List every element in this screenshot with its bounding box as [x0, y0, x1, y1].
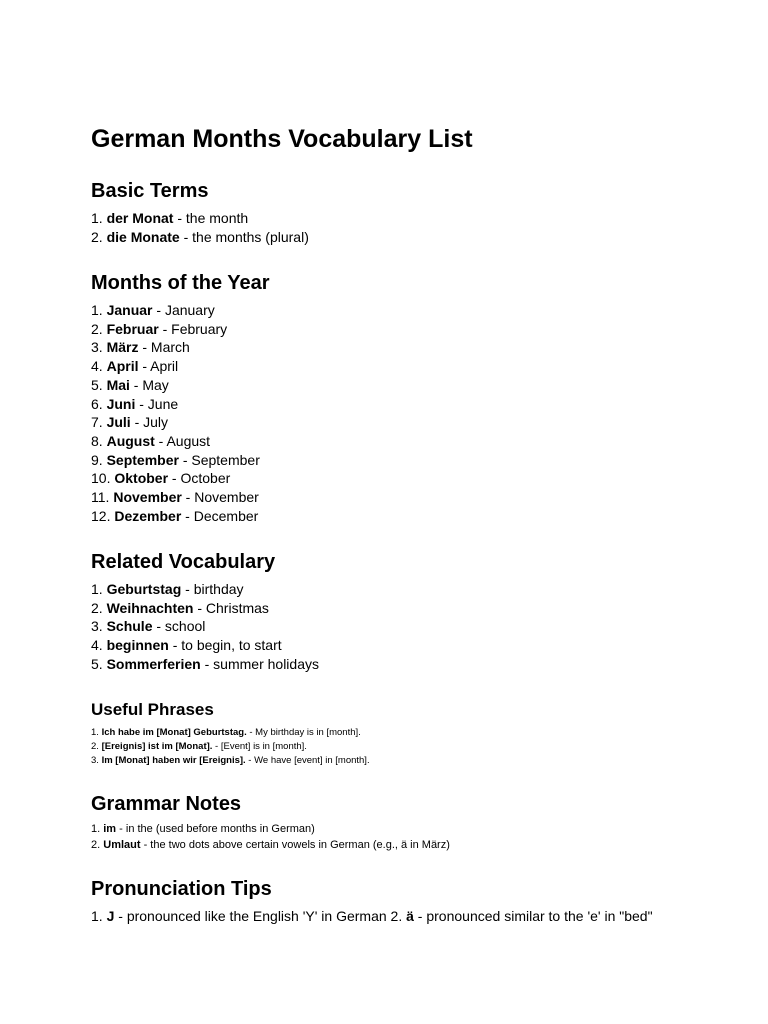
- basic-terms-list: [91, 209, 309, 246]
- list-item: 3. März - March: [91, 339, 190, 356]
- list-item: 7. Juli - July: [91, 414, 169, 431]
- list-item: 9. September - September: [91, 451, 260, 468]
- list-item: 2. Februar - February: [91, 320, 228, 337]
- list-item: 1. der Monat - the month: [91, 210, 249, 226]
- months-list: [91, 301, 260, 525]
- list-item: 4. beginnen - to begin, to start: [91, 637, 282, 654]
- pronunciation-tips-text: 1. J - pronounced like the English 'Y' in German 2. ä - pronounced similar to the 'e' in "bed": [91, 908, 653, 924]
- list-item: 1. Januar - January: [91, 302, 215, 318]
- section-heading-grammar: Grammar Notes: [91, 793, 242, 815]
- list-item: 8. August - August: [91, 432, 211, 449]
- list-item: 5. Sommerferien - summer holidays: [91, 655, 319, 672]
- section-heading-basic-terms: Basic Terms: [91, 180, 209, 202]
- list-item: 1. Geburtstag - birthday: [91, 581, 244, 597]
- related-vocabulary-list: [91, 580, 319, 674]
- list-item: 6. Juni - June: [91, 395, 179, 412]
- grammar-notes-list: [91, 821, 450, 853]
- section-heading-months: Months of the Year: [91, 272, 270, 294]
- list-item: 11. November - November: [91, 489, 259, 506]
- list-item: 4. April - April: [91, 358, 179, 375]
- list-item: 5. Mai - May: [91, 376, 169, 393]
- section-heading-pronunciation: Pronunciation Tips: [91, 878, 272, 900]
- list-item: 1. im - in the (used before months in German): [91, 823, 315, 835]
- list-item: 12. Dezember - December: [91, 507, 259, 524]
- list-item: 3. Im [Monat] haben wir [Ereignis]. - We have [event] in [month].: [91, 755, 370, 766]
- list-item: 3. Schule - school: [91, 618, 206, 635]
- section-heading-phrases: Useful Phrases: [91, 700, 214, 719]
- section-heading-related: Related Vocabulary: [91, 551, 276, 573]
- list-item: 2. [Ereignis] ist im [Monat]. - [Event] is in [month].: [91, 741, 307, 752]
- list-item: 10. Oktober - October: [91, 470, 231, 487]
- list-item: 1. Ich habe im [Monat] Geburtstag. - My birthday is in [month].: [91, 727, 361, 738]
- list-item: 2. Weihnachten - Christmas: [91, 599, 269, 616]
- list-item: 2. die Monate - the months (plural): [91, 228, 309, 245]
- page-title: German Months Vocabulary List: [91, 125, 473, 153]
- list-item: 2. Umlaut - the two dots above certain vowels in German (e.g., ä in März): [91, 839, 450, 851]
- useful-phrases-list: [91, 726, 370, 768]
